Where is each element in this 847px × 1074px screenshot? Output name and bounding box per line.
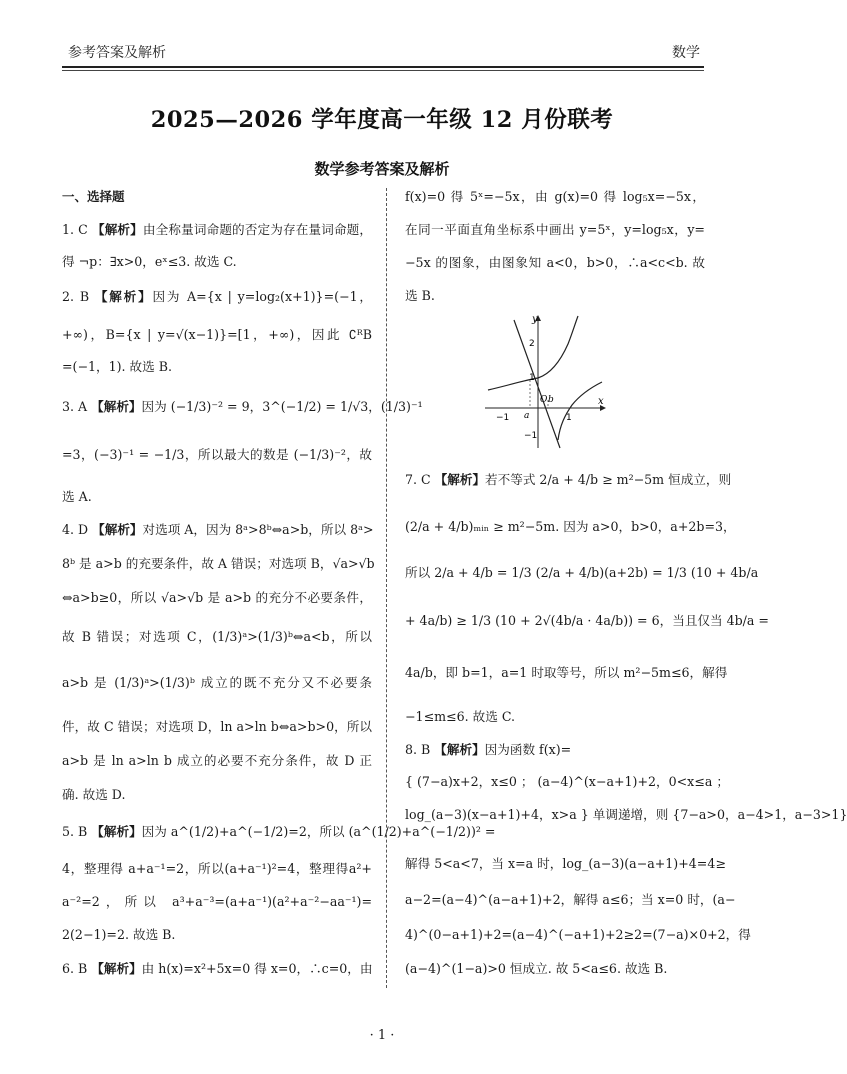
text-line: −1≤m≤6. 故选 C. [405, 709, 516, 724]
text-line: 4，整理得 a+a⁻¹=2，所以(a+a⁻¹)²=4，整理得a²+ [62, 861, 372, 876]
text-line: 7. C 【解析】若不等式 2/a + 4/b ≥ m²−5m 恒成立，则 [405, 472, 732, 487]
text-line: 8. B 【解析】因为函数 f(x)= [405, 742, 572, 757]
text-line: 8ᵇ 是 a>b 的充要条件，故 A 错误；对选项 B，√a>√b [62, 556, 375, 571]
running-header-subject: 数学 [672, 45, 700, 61]
text-line: { (7−a)x+2，x≤0 ； (a−4)^(x−a+1)+2，0<x≤a ； [405, 774, 729, 789]
text-line: 2(2−1)=2. 故选 B. [62, 927, 176, 942]
y-axis-label: y [532, 314, 538, 325]
mark-b: b [548, 395, 554, 405]
text-line: log_(a−3)(x−a+1)+4，x>a } 单调递增，则 {7−a>0，a−4>1，a−3>1} [405, 807, 847, 822]
text-line: 4)^(0−a+1)+2=(a−4)^(−a+1)+2≥2=(7−a)×0+2，得 [405, 927, 751, 942]
origin-label: O [540, 395, 548, 405]
text-line: 选 B. [405, 288, 435, 303]
analysis-tag: 【解析】 [434, 742, 485, 757]
text-line: + 4a/b) ≥ 1/3 (10 + 2√(4b/a · 4a/b)) = 6，当且仅当 4b/a = [405, 613, 769, 628]
x-tick-1: 1 [566, 413, 572, 423]
x-axis-label: x [598, 396, 604, 407]
analysis-tag: 【解析】 [91, 824, 142, 839]
text-line: a−2=(a−4)^(a−a+1)+2，解得 a≤6；当 x=0 时，(a− [405, 892, 736, 907]
text-line: =3，(−3)⁻¹ = −1/3，所以最大的数是 (−1/3)⁻²，故 [62, 447, 372, 462]
text-line: 故 B 错误；对选项 C，(1/3)ᵃ>(1/3)ᵇ⇔a<b，所以 [62, 629, 372, 644]
text-line: 1. C 【解析】由全称量词命题的否定为存在量词命题， [62, 222, 373, 237]
column-divider [386, 188, 387, 988]
analysis-tag: 【解析】 [92, 522, 143, 537]
header-rule [62, 66, 704, 68]
text-line: a>b 是 (1/3)ᵃ>(1/3)ᵇ 成立的既不充分又不必要条 [62, 675, 372, 690]
mark-a: a [524, 411, 530, 421]
text-line: 确. 故选 D. [62, 787, 126, 802]
analysis-tag: 【解析】 [94, 289, 153, 304]
text-line: (a−4)^(1−a)>0 恒成立. 故 5<a≤6. 故选 B. [405, 961, 668, 976]
text-line: 解得 5<a<7，当 x=a 时，log_(a−3)(a−a+1)+4=4≥ [405, 856, 726, 871]
y-tick-1: 1 [529, 373, 535, 383]
text-line: 4a/b，即 b=1，a=1 时取等号，所以 m²−5m≤6，解得 [405, 665, 728, 680]
analysis-tag: 【解析】 [91, 399, 142, 414]
text-line: 选 A. [62, 489, 92, 504]
line-neg5x [514, 320, 560, 448]
x-tick-neg1: −1 [496, 413, 510, 423]
header-rule-thin [62, 70, 704, 71]
y-tick-neg1: −1 [524, 431, 538, 441]
text-line: 5. B 【解析】因为 a^(1/2)+a^(−1/2)=2，所以 (a^(1/2)+a^(−1/2))² = [62, 824, 496, 839]
text-line: f(x)=0 得 5ˣ=−5x，由 g(x)=0 得 log₅x=−5x， [405, 189, 705, 204]
text-line: ⇔a>b≥0，所以 √a>√b 是 a>b 的充分不必要条件， [62, 590, 372, 605]
y-tick-2: 2 [529, 339, 535, 349]
section-title: 一、选择题 [62, 189, 125, 204]
text-line: a⁻²=2，所以 a³+a⁻³=(a+a⁻¹)(a²+a⁻²−aa⁻¹)= [62, 894, 372, 909]
text-line: =(−1，1). 故选 B. [62, 359, 173, 374]
exam-title: 2025—2026 学年度高一年级 12 月份联考 [150, 107, 614, 133]
text-line: 4. D 【解析】对选项 A，因为 8ᵃ>8ᵇ⇔a>b，所以 8ᵃ> [62, 522, 374, 537]
text-line: 2. B 【解析】因为 A={x | y=log₂(x+1)}=(−1， [62, 289, 372, 304]
running-header-left: 参考答案及解析 [68, 45, 166, 61]
analysis-tag: 【解析】 [91, 961, 142, 976]
text-line: 在同一平面直角坐标系中画出 y=5ˣ，y=log₅x，y= [405, 222, 705, 237]
text-line: 6. B 【解析】由 h(x)=x²+5x=0 得 x=0，∴c=0，由 [62, 961, 373, 976]
text-line: 3. A 【解析】因为 (−1/3)⁻² = 9，3^(−1/2) = 1/√3，(1/3)⁻¹ [62, 399, 423, 414]
text-line: +∞)，B={x | y=√(x−1)}=[1，+∞)，因此 ∁ᴿB [62, 327, 372, 342]
analysis-tag: 【解析】 [91, 222, 143, 237]
text-line: (2/a + 4/b)ₘᵢₙ ≥ m²−5m. 因为 a>0，b>0，a+2b=3， [405, 519, 736, 534]
text-line: 得 ¬p：∃x>0，eˣ≤3. 故选 C. [62, 254, 237, 269]
text-line: 所以 2/a + 4/b = 1/3 (2/a + 4/b)(a+2b) = 1/3 (10 + 4b/a [405, 565, 759, 580]
analysis-tag: 【解析】 [434, 472, 486, 487]
answer-key-title: 数学参考答案及解析 [314, 160, 450, 178]
function-graph [480, 310, 610, 450]
text-line: 件，故 C 错误；对选项 D，ln a>ln b⇔a>b>0，所以 [62, 719, 372, 734]
page-number: · 1 · [369, 1028, 395, 1043]
text-line: −5x 的图象，由图象知 a<0，b>0，∴a<c<b. 故 [405, 255, 705, 270]
log-curve [558, 382, 602, 440]
text-line: a>b 是 ln a>ln b 成立的必要不充分条件，故 D 正 [62, 753, 372, 768]
